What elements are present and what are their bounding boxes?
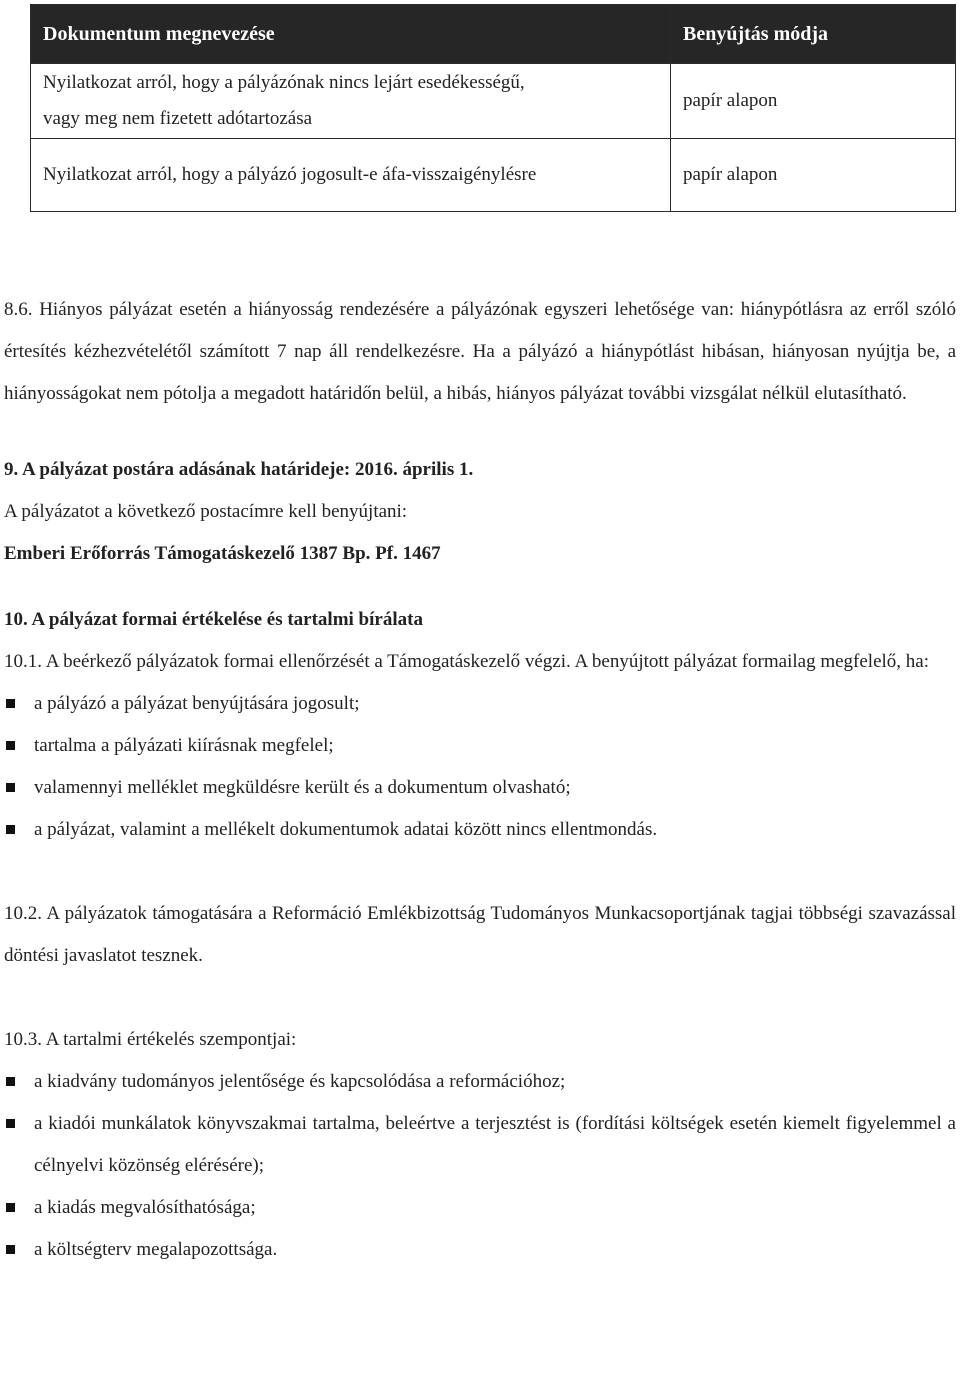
- section-9-heading: 9. A pályázat postára adásának határideje: 2016. április 1.: [4, 459, 474, 480]
- list-item: a kiadói munkálatok könyvszakmai tartalma, beleértve a terjesztést is (fordítási költségek esetén kiemelt figyelemmel a célnyelvi közönség elérésére);: [4, 1103, 956, 1187]
- list-item: a költségterv megalapozottsága.: [4, 1229, 956, 1271]
- list-item: valamennyi melléklet megküldésre került és a dokumentum olvasható;: [4, 767, 956, 809]
- list-item: a pályázó a pályázat benyújtására jogosult;: [4, 683, 956, 725]
- square-bullet-icon: [6, 1203, 15, 1212]
- document-table: [30, 4, 956, 212]
- table-row: [31, 139, 956, 212]
- list-item: a kiadvány tudományos jelentősége és kapcsolódása a reformációhoz;: [4, 1061, 956, 1103]
- document-name-line: vagy meg nem fizetett adótartozása: [43, 108, 313, 129]
- table-cell-document-name: Nyilatkozat arról, hogy a pályázó jogosult-e áfa-visszaigénylésre: [31, 139, 671, 212]
- square-bullet-icon: [6, 783, 15, 792]
- document-body: [4, 289, 956, 1271]
- table-cell-method: papír alapon: [671, 139, 956, 212]
- table-cell-document-name: [31, 64, 671, 139]
- table-cell-method: papír alapon: [671, 64, 956, 139]
- list-item: tartalma a pályázati kiírásnak megfelel;: [4, 725, 956, 767]
- square-bullet-icon: [6, 825, 15, 834]
- section-10-heading: 10. A pályázat formai értékelése és tartalmi bírálata: [4, 609, 423, 630]
- header-submission-method: Benyújtás módja: [671, 5, 956, 64]
- square-bullet-icon: [6, 1119, 15, 1128]
- document-name-line: Nyilatkozat arról, hogy a pályázónak nincs lejárt esedékességű,: [43, 72, 525, 93]
- paragraph-10-3: 10.3. A tartalmi értékelés szempontjai:: [4, 1029, 297, 1050]
- paragraph-8-6: 8.6. Hiányos pályázat esetén a hiányosság rendezésére a pályázónak egyszeri lehetősége van: hiánypótlásra az erről szóló értesítés kézhezvételétől számított 7 nap áll rendelkezésre. Ha a pályázó a hiánypótlást hibásan, hiányosan nyújtja be, a hiányosságokat nem pótolja a megadott határidőn belül, a hibás, hiányos pályázat további vizsgálat nélkül elutasítható.: [4, 299, 956, 404]
- postal-address: Emberi Erőforrás Támogatáskezelő 1387 Bp. Pf. 1467: [4, 543, 441, 564]
- square-bullet-icon: [6, 699, 15, 708]
- paragraph-10-2: 10.2. A pályázatok támogatására a Reformáció Emlékbizottság Tudományos Munkacsoportjának tagjai többségi szavazással döntési javaslatot tesznek.: [4, 903, 956, 966]
- square-bullet-icon: [6, 1245, 15, 1254]
- formal-criteria-list: [4, 683, 956, 851]
- paragraph-10-1: 10.1. A beérkező pályázatok formai ellenőrzését a Támogatáskezelő végzi. A benyújtott pályázat formailag megfelelő, ha:: [4, 651, 930, 672]
- header-document-name: Dokumentum megnevezése: [31, 5, 671, 64]
- square-bullet-icon: [6, 1077, 15, 1086]
- table-header-row: [31, 5, 956, 64]
- list-item: a pályázat, valamint a mellékelt dokumentumok adatai között nincs ellentmondás.: [4, 809, 956, 851]
- content-criteria-list: [4, 1061, 956, 1271]
- list-item: a kiadás megvalósíthatósága;: [4, 1187, 956, 1229]
- section-9-intro: A pályázatot a következő postacímre kell benyújtani:: [4, 501, 408, 522]
- square-bullet-icon: [6, 741, 15, 750]
- table-row: [31, 64, 956, 139]
